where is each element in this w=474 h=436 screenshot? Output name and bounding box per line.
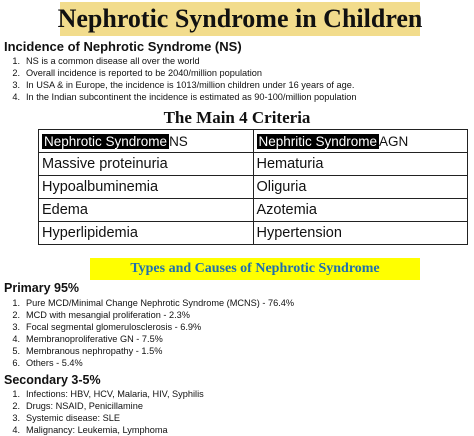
table-row xyxy=(39,222,468,245)
list-item: 4. In the Indian subcontinent the incidence is estimated as 90-100/million population xyxy=(12,92,357,102)
incidence-heading: Incidence of Nephrotic Syndrome (NS) xyxy=(4,39,242,54)
types-band xyxy=(90,258,420,280)
list-item: 2. MCD with mesangial proliferation - 2.3% xyxy=(12,310,190,320)
list-item: 2. Overall incidence is reported to be 2040/million population xyxy=(12,68,262,78)
table-cell: Hyperlipidemia xyxy=(39,222,254,245)
table-cell: Hypertension xyxy=(253,222,468,245)
table-cell: Hematuria xyxy=(253,153,468,176)
secondary-heading: Secondary 3-5% xyxy=(4,373,101,387)
list-item: 4. Malignancy: Leukemia, Lymphoma xyxy=(12,425,168,435)
list-item: 5. Membranous nephropathy - 1.5% xyxy=(12,346,163,356)
list-item: 3. Systemic disease: SLE xyxy=(12,413,120,423)
list-item: 6. Others - 5.4% xyxy=(12,358,83,368)
list-item: 1. Infections: HBV, HCV, Malaria, HIV, Syphilis xyxy=(12,389,204,399)
criteria-table xyxy=(38,129,468,245)
list-item: 1. NS is a common disease all over the world xyxy=(12,56,200,66)
table-row xyxy=(39,153,468,176)
criteria-title: The Main 4 Criteria xyxy=(163,108,311,127)
list-item: 2. Drugs: NSAID, Penicillamine xyxy=(12,401,143,411)
list-item: 3. Focal segmental glomerulosclerosis - 6.9% xyxy=(12,322,202,332)
types-title: Types and Causes of Nephrotic Syndrome xyxy=(130,261,380,276)
secondary-list xyxy=(4,388,204,436)
list-item: 4. Membranoproliferative GN - 7.5% xyxy=(12,334,163,344)
list-item: 3. In USA & in Europe, the incidence is 1013/million children under 16 years of age. xyxy=(12,80,355,90)
table-cell: Hypoalbuminemia xyxy=(39,176,254,199)
table-header-row xyxy=(39,130,468,153)
list-item: 1. Pure MCD/Minimal Change Nephrotic Syndrome (MCNS) - 76.4% xyxy=(12,298,295,308)
incidence-list xyxy=(4,55,356,103)
table-row xyxy=(39,176,468,199)
page-title: Nephrotic Syndrome in Children xyxy=(57,4,423,33)
table-cell: Massive proteinuria xyxy=(39,153,254,176)
table-cell: Oliguria xyxy=(253,176,468,199)
table-cell: Azotemia xyxy=(253,199,468,222)
primary-heading: Primary 95% xyxy=(4,281,80,295)
table-cell: Edema xyxy=(39,199,254,222)
title-band xyxy=(57,2,423,36)
header-nephrotic: Nephrotic Syndrome NS xyxy=(39,130,254,153)
primary-list xyxy=(4,297,294,369)
header-nephritic: Nephritic Syndrome AGN xyxy=(253,130,468,153)
table-row xyxy=(39,199,468,222)
